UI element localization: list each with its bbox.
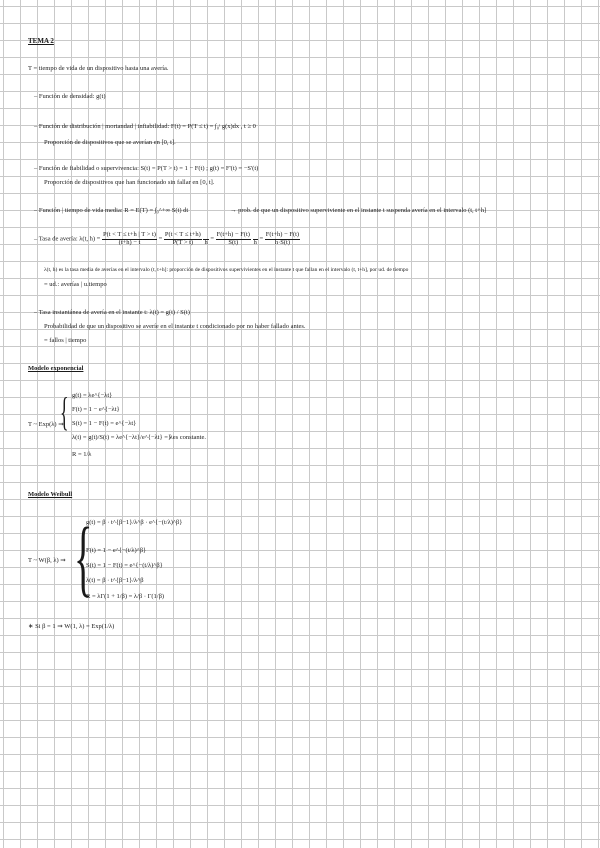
footer-note: ∗ Si β = 1 ⇒ W(1, λ) = Exp(1/λ) bbox=[28, 623, 115, 630]
bullet-media: – Función | tiempo de vida media: R = E(T) = ∫₀^+∞ S(t) dt bbox=[34, 207, 189, 214]
weibull-line-1: F(t) = 1 − e^{−(t/λ)^β} bbox=[86, 547, 147, 554]
instantanea-note-2: = fallos | tiempo bbox=[44, 337, 87, 344]
exp-line-1: F(t) = 1 − e^{−λt} bbox=[72, 406, 120, 413]
weibull-line-0: g(t) = β · t^{β−1}/λ^β · e^{−(t/λ)^β} bbox=[86, 519, 183, 526]
exp-line-2: S(t) = 1 − F(t) = e^{−λt} bbox=[72, 420, 137, 427]
tasa-fraction-4: $\frac{F(t+h) - F(t)}{h\cdot S(t)}$ bbox=[265, 231, 300, 246]
exp-lhs: T ~ Exp(λ) ⇒ bbox=[28, 421, 64, 428]
weibull-brace: { bbox=[74, 509, 93, 605]
tasa-fraction-2: $\frac{P(t < T \le t+h)}{P(T > t)}$ bbox=[164, 231, 201, 246]
tasa-fraction-3: $\frac{F(t+h) - F(t)}{S(t)}$ bbox=[216, 231, 250, 246]
weibull-line-2: S(t) = 1 − F(t) = e^{−(t/λ)^β} bbox=[86, 562, 163, 569]
weibull-line-4: R = λΓ(1 + 1/β) = λ/β · Γ(1/β) bbox=[86, 593, 165, 600]
heading-exponencial: Modelo exponencial bbox=[28, 365, 84, 372]
instantanea-text: Tasa instantánea de avería en el instante t: λ(t) = g(t) / S(t) bbox=[38, 309, 190, 316]
exp-line-4: R = 1/λ bbox=[72, 451, 92, 458]
tasa-h-2: h bbox=[203, 232, 208, 246]
page-title: TEMA 2 bbox=[28, 37, 54, 45]
tasa-note-2: = ud.: averías | u.tiempo bbox=[44, 281, 107, 288]
exp-line-3: λ(t) = g(t)/S(t) = λe^{−λt}/e^{−λt} = λ bbox=[72, 434, 173, 441]
tasa-h-3: h bbox=[253, 232, 258, 246]
media-text: Función | tiempo de vida media: R = E(T) = ∫₀^+∞ S(t) dt bbox=[38, 207, 189, 214]
exp-brace: { bbox=[60, 389, 69, 434]
heading-weibull: Modelo Weibull bbox=[28, 491, 73, 498]
supervivencia-text: Función de fiabilidad o supervivencia: S(t) = P(T > t) = 1 − F(t) ; g(t) = F'(t) = −S'(t) bbox=[38, 165, 259, 172]
densidad-text: Función de densidad: g(t) bbox=[38, 93, 106, 100]
distribucion-note: Proporción de dispositivos que se averían en [0, t]. bbox=[44, 139, 176, 146]
instantanea-note: Probabilidad de que un dispositivo se averíe en el instante t condicionado por no haber fallado antes. bbox=[44, 323, 306, 330]
bullet-distribucion: – Función de distribución | mortandad | infiabilidad: F(t) = P(T ≤ t) = ∫₀ᵗ g(x)dx , t ≥ 0 bbox=[34, 123, 256, 130]
distribucion-text: Función de distribución | mortandad | infiabilidad: F(t) = P(T ≤ t) = ∫₀ᵗ g(x)dx , t ≥ 0 bbox=[38, 123, 256, 130]
exp-line-0: g(t) = λe^{−λt} bbox=[72, 392, 113, 399]
bullet-tasa: – Tasa de avería: λ(t, h) = $\frac{P(t < T \le t+h | T > t)}{(t+h) - t}$ = $\frac{P(t < T \le t+h)}{P(T > t)}$ h = $\frac{F(t+h) - F(t)}{S(t)}$ h = $\frac{F(t+h) - F(t)}{h\cdot S(t)}$ bbox=[34, 231, 300, 246]
exp-note: } es constante. bbox=[168, 434, 206, 441]
supervivencia-note: Proporción de dispositivos que han funcionado sin fallar en [0, t]. bbox=[44, 179, 215, 186]
tasa-note-1: λ(t, h) es la tasa media de averías en el intervalo (t, t+h]: proporción de dispositivos supervivientes en el instante t que fallan en el intervalo (t, t+h], por ud. de tiempo bbox=[44, 267, 409, 273]
bullet-densidad: – Función de densidad: g(t) bbox=[34, 93, 106, 100]
bullet-supervivencia: – Función de fiabilidad o supervivencia: S(t) = P(T > t) = 1 − F(t) ; g(t) = F'(t) = −S'(t) bbox=[34, 165, 259, 172]
tasa-fraction-1: $\frac{P(t < T \le t+h | T > t)}{(t+h) - t}$ bbox=[102, 231, 156, 246]
bullet-instantanea: – Tasa instantánea de avería en el instante t: λ(t) = g(t) / S(t) bbox=[34, 309, 190, 316]
media-note: → prob. de que un dispositivo superviviente en el instante t suspenda avería en el intervalo (t, t+h] bbox=[230, 207, 487, 214]
intro-text: T = tiempo de vida de un dispositivo hasta una avería. bbox=[28, 65, 169, 72]
tasa-label: Tasa de avería: λ(t, h) = bbox=[38, 235, 101, 243]
weibull-lhs: T ~ W(β, λ) ⇒ bbox=[28, 557, 66, 564]
weibull-line-3: λ(t) = β · t^{β−1}/λ^β bbox=[86, 577, 144, 584]
